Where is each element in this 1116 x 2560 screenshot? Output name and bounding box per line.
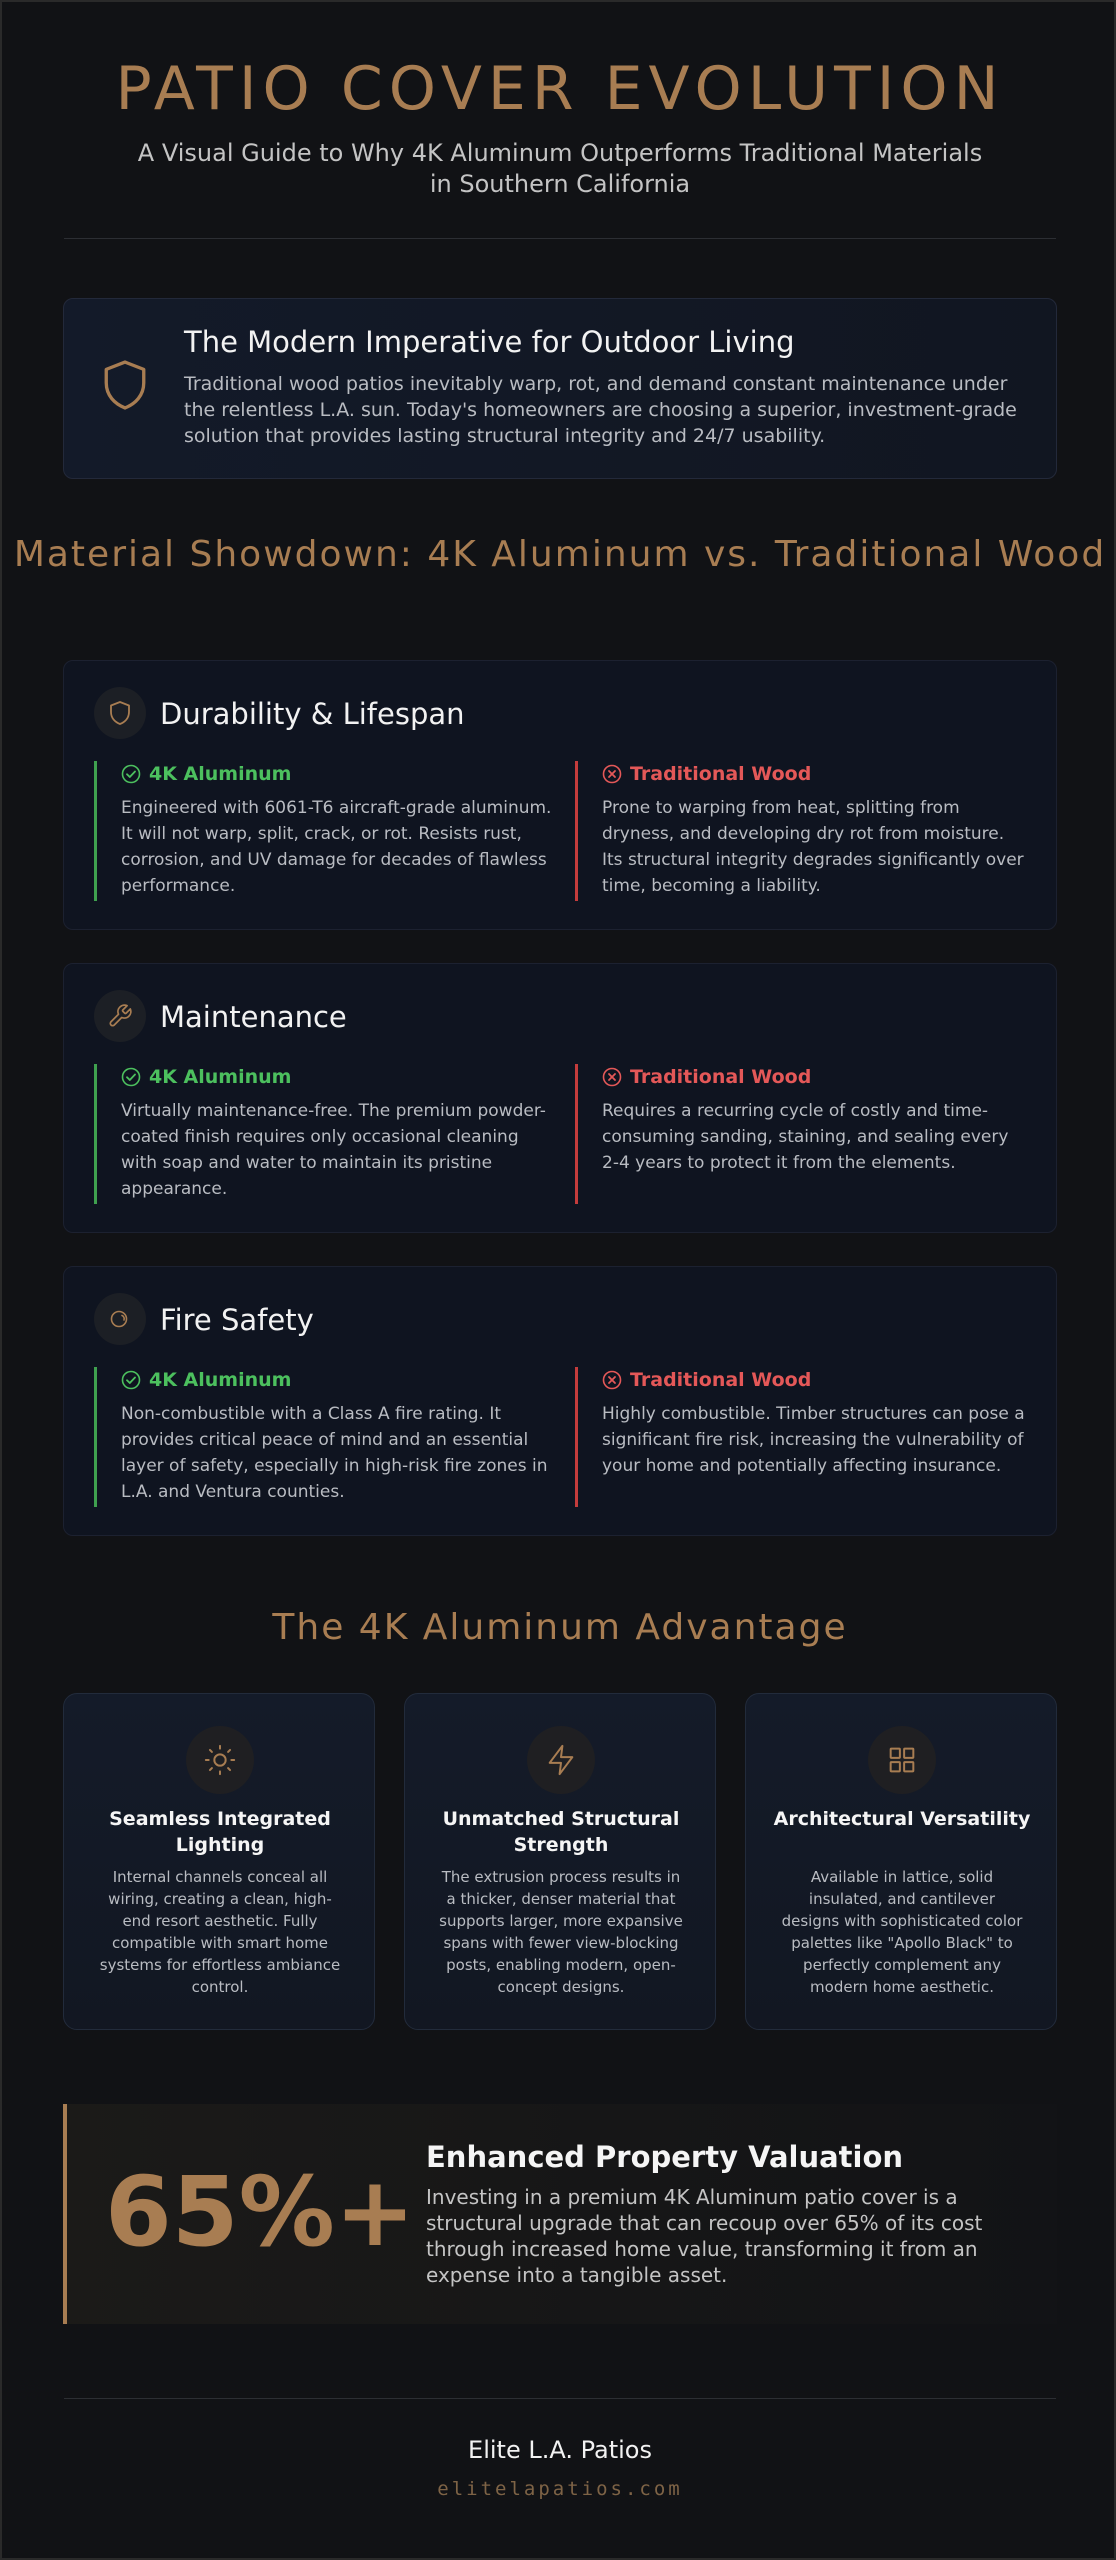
comparison-heading: Durability & Lifespan: [160, 697, 465, 731]
grid-icon: [868, 1726, 936, 1794]
comparison-card-fire-safety: [63, 1266, 1057, 1536]
wood-text: Requires a recurring cycle of costly and time-consuming sanding, staining, and sealing every 2-4 years to protect it from the elements.: [602, 1101, 1009, 1173]
comparison-heading: Maintenance: [160, 1000, 347, 1034]
wrench-icon: [94, 990, 146, 1042]
wood-text: Highly combustible. Timber structures can pose a significant fire risk, increasing the vulnerability of your home and potentially affecting insurance.: [602, 1404, 1025, 1476]
feature-heading: Architectural Versatility: [773, 1808, 1031, 1830]
comparison-card-maintenance: [63, 963, 1057, 1233]
sun-icon: [186, 1726, 254, 1794]
x-circle-icon: [602, 1067, 622, 1087]
aluminum-column: [94, 1367, 554, 1507]
shield-icon: [100, 357, 150, 413]
intro-heading: The Modern Imperative for Outdoor Living: [184, 325, 795, 359]
aluminum-text: Virtually maintenance-free. The premium powder-coated finish requires only occasional cleaning with soap and water to maintain its pristine appearance.: [121, 1101, 546, 1199]
valuation-stat: 65%+: [105, 2156, 416, 2268]
feature-card-lighting: [63, 1693, 375, 2030]
comparison-card-durability: [63, 660, 1057, 930]
bolt-icon: [527, 1726, 595, 1794]
page-subtitle: A Visual Guide to Why 4K Aluminum Outperforms Traditional Materials in Southern California: [137, 139, 983, 198]
feature-body: The extrusion process results in a thicker, denser material that supports larger, more expansive spans with fewer view-blocking posts, enabling modern, open-concept designs.: [439, 1868, 683, 1996]
comparison-heading: Fire Safety: [160, 1303, 314, 1337]
page-title: PATIO COVER EVOLUTION: [115, 54, 1005, 124]
footer-divider: [64, 2398, 1056, 2399]
aluminum-column: [94, 1064, 554, 1204]
aluminum-column: [94, 761, 554, 901]
footer: [2, 2436, 1116, 2500]
valuation-panel: [63, 2104, 1057, 2324]
valuation-heading: Enhanced Property Valuation: [426, 2140, 904, 2174]
intro-body: Traditional wood patios inevitably warp, rot, and demand constant maintenance under the relentless L.A. sun. Today's homeowners are choosing a superior, investment-grade solution that provides lasting structural integrity and 24/7 usability.: [184, 373, 1017, 447]
advantage-title: The 4K Aluminum Advantage: [272, 1607, 848, 1648]
aluminum-text: Engineered with 6061-T6 aircraft-grade aluminum. It will not warp, split, crack, or rot. Resists rust, corrosion, and UV damage for decades of flawless performance.: [121, 798, 552, 896]
aluminum-label: 4K Aluminum: [149, 1369, 292, 1391]
check-circle-icon: [121, 764, 141, 784]
wood-label: Traditional Wood: [630, 763, 812, 785]
feature-body: Available in lattice, solid insulated, and cantilever designs with sophisticated color palettes like "Apollo Black" to perfectly complement any modern home aesthetic.: [781, 1868, 1023, 1996]
wood-column: [575, 1367, 1025, 1507]
check-circle-icon: [121, 1370, 141, 1390]
page-header: [2, 54, 1116, 200]
wood-label: Traditional Wood: [630, 1369, 812, 1391]
aluminum-label: 4K Aluminum: [149, 763, 292, 785]
valuation-body: Investing in a premium 4K Aluminum patio cover is a structural upgrade that can recoup over 65% of its cost through increased home value, transforming it from an expense into a tangible asset.: [426, 2185, 983, 2287]
wood-column: [575, 761, 1025, 901]
feature-heading: Seamless Integrated Lighting: [109, 1808, 331, 1856]
footer-brand: Elite L.A. Patios: [468, 2436, 652, 2464]
wood-label: Traditional Wood: [630, 1066, 812, 1088]
wood-text: Prone to warping from heat, splitting from dryness, and developing dry rot from moisture. Its structural integrity degrades significantly over time, becoming a liability.: [602, 798, 1024, 896]
footer-url-link[interactable]: elitelapatios.com: [437, 2478, 683, 2500]
flame-icon: [94, 1293, 146, 1345]
feature-heading: Unmatched Structural Strength: [442, 1808, 680, 1856]
shield-icon: [94, 687, 146, 739]
aluminum-text: Non-combustible with a Class A fire rating. It provides critical peace of mind and an essential layer of safety, especially in high-risk fire zones in L.A. and Ventura counties.: [121, 1404, 548, 1502]
feature-card-strength: [404, 1693, 716, 2030]
check-circle-icon: [121, 1067, 141, 1087]
feature-body: Internal channels conceal all wiring, creating a clean, high-end resort aesthetic. Fully compatible with smart home systems for effortless ambiance control.: [99, 1868, 341, 1996]
aluminum-label: 4K Aluminum: [149, 1066, 292, 1088]
wood-column: [575, 1064, 1025, 1204]
x-circle-icon: [602, 1370, 622, 1390]
feature-card-versatility: [745, 1693, 1057, 2030]
intro-card: [63, 298, 1057, 479]
header-divider: [64, 238, 1056, 239]
showdown-title: Material Showdown: 4K Aluminum vs. Traditional Wood: [13, 534, 1107, 575]
x-circle-icon: [602, 764, 622, 784]
